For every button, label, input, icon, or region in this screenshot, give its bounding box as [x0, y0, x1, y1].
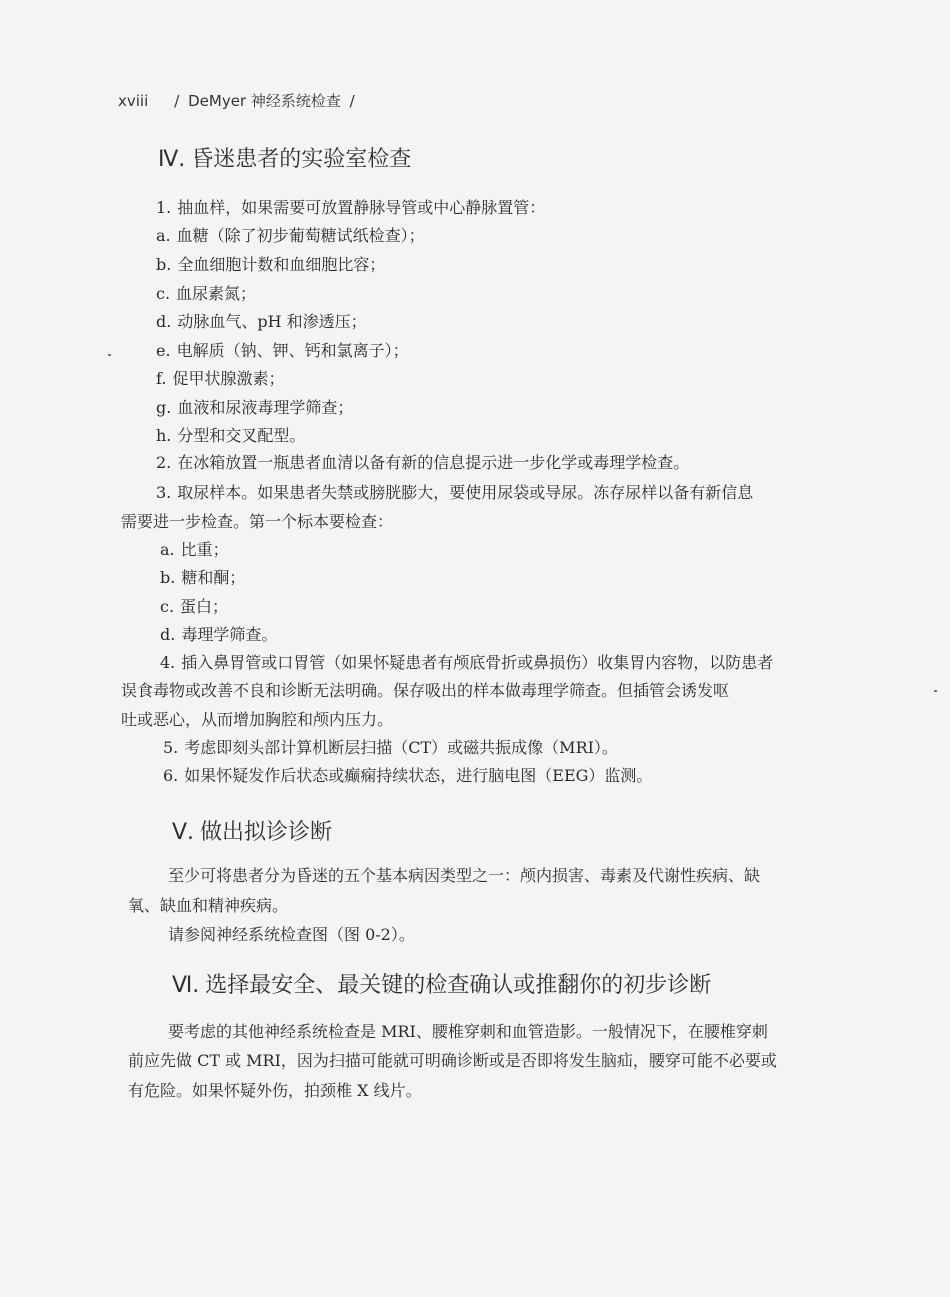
list-item: 2. 在冰箱放置一瓶患者血清以备有新的信息提示进一步化学或毒理学检查。 — [156, 453, 690, 472]
sub-list-item: b. 全血细胞计数和血细胞比容； — [156, 255, 386, 274]
paragraph-line: 前应先做 CT 或 MRI，因为扫描可能就可明确诊断或是否即将发生脑疝，腰穿可能不必要或 — [128, 1051, 777, 1070]
list-item-continuation: 需要进一步检查。第一个标本要检查： — [121, 512, 394, 531]
paragraph-line: 有危险。如果怀疑外伤，拍颈椎 X 线片。 — [128, 1081, 422, 1100]
sub-list-item: c. 血尿素氮； — [156, 284, 257, 303]
book-title: DeMyer 神经系统检查 — [188, 92, 341, 110]
page-number: xviii — [118, 92, 149, 110]
sub-list-item: c. 蛋白； — [160, 597, 229, 616]
list-item-continuation: 吐或恶心，从而增加胸腔和颅内压力。 — [121, 710, 394, 729]
list-item: 4. 插入鼻胃管或口胃管（如果怀疑患者有颅底骨折或鼻损伤）收集胃内容物，以防患者 — [160, 653, 774, 672]
list-item: 1. 抽血样，如果需要可放置静脉导管或中心静脉置管： — [156, 198, 546, 217]
scan-speck — [108, 354, 111, 356]
sub-list-item: b. 糖和酮； — [160, 568, 246, 587]
list-item-continuation: 误食毒物或改善不良和诊断无法明确。保存吸出的样本做毒理学筛查。但插管会诱发呕 — [121, 681, 730, 700]
section-heading-5: Ⅴ. 做出拟诊诊断 — [172, 820, 333, 845]
sub-list-item: e. 电解质（钠、钾、钙和氯离子）； — [156, 341, 409, 360]
figure-reference: 请参阅神经系统检查图（图 0-2）。 — [168, 925, 415, 944]
list-item: 3. 取尿样本。如果患者失禁或膀胱膨大，要使用尿袋或导尿。冻存尿样以备有新信息 — [156, 483, 754, 502]
running-header: xviii / DeMyer 神经系统检查 / — [118, 92, 355, 110]
paragraph-line: 至少可将患者分为昏迷的五个基本病因类型之一：颅内损害、毒素及代谢性疾病、缺 — [168, 866, 761, 885]
list-item: 6. 如果怀疑发作后状态或癫痫持续状态，进行脑电图（EEG）监测。 — [163, 766, 653, 785]
sub-list-item: a. 血糖（除了初步葡萄糖试纸检查）； — [156, 226, 425, 245]
sub-list-item: f. 促甲状腺激素； — [156, 369, 285, 388]
section-heading-6: Ⅵ. 选择最安全、最关键的检查确认或推翻你的初步诊断 — [172, 973, 712, 998]
sub-list-item: h. 分型和交叉配型。 — [156, 426, 306, 445]
paragraph-line: 氧、缺血和精神疾病。 — [128, 896, 289, 915]
section-heading-4: Ⅳ. 昏迷患者的实验室检查 — [158, 147, 412, 172]
paragraph-line: 要考虑的其他神经系统检查是 MRI、腰椎穿刺和血管造影。一般情况下，在腰椎穿刺 — [168, 1022, 768, 1041]
sub-list-item: d. 动脉血气、pH 和渗透压； — [156, 312, 367, 331]
list-item: 5. 考虑即刻头部计算机断层扫描（CT）或磁共振成像（MRI）。 — [163, 738, 618, 757]
scan-speck — [934, 690, 937, 692]
sub-list-item: d. 毒理学筛查。 — [160, 625, 278, 644]
sub-list-item: g. 血液和尿液毒理学筛查； — [156, 398, 354, 417]
sub-list-item: a. 比重； — [160, 540, 229, 559]
